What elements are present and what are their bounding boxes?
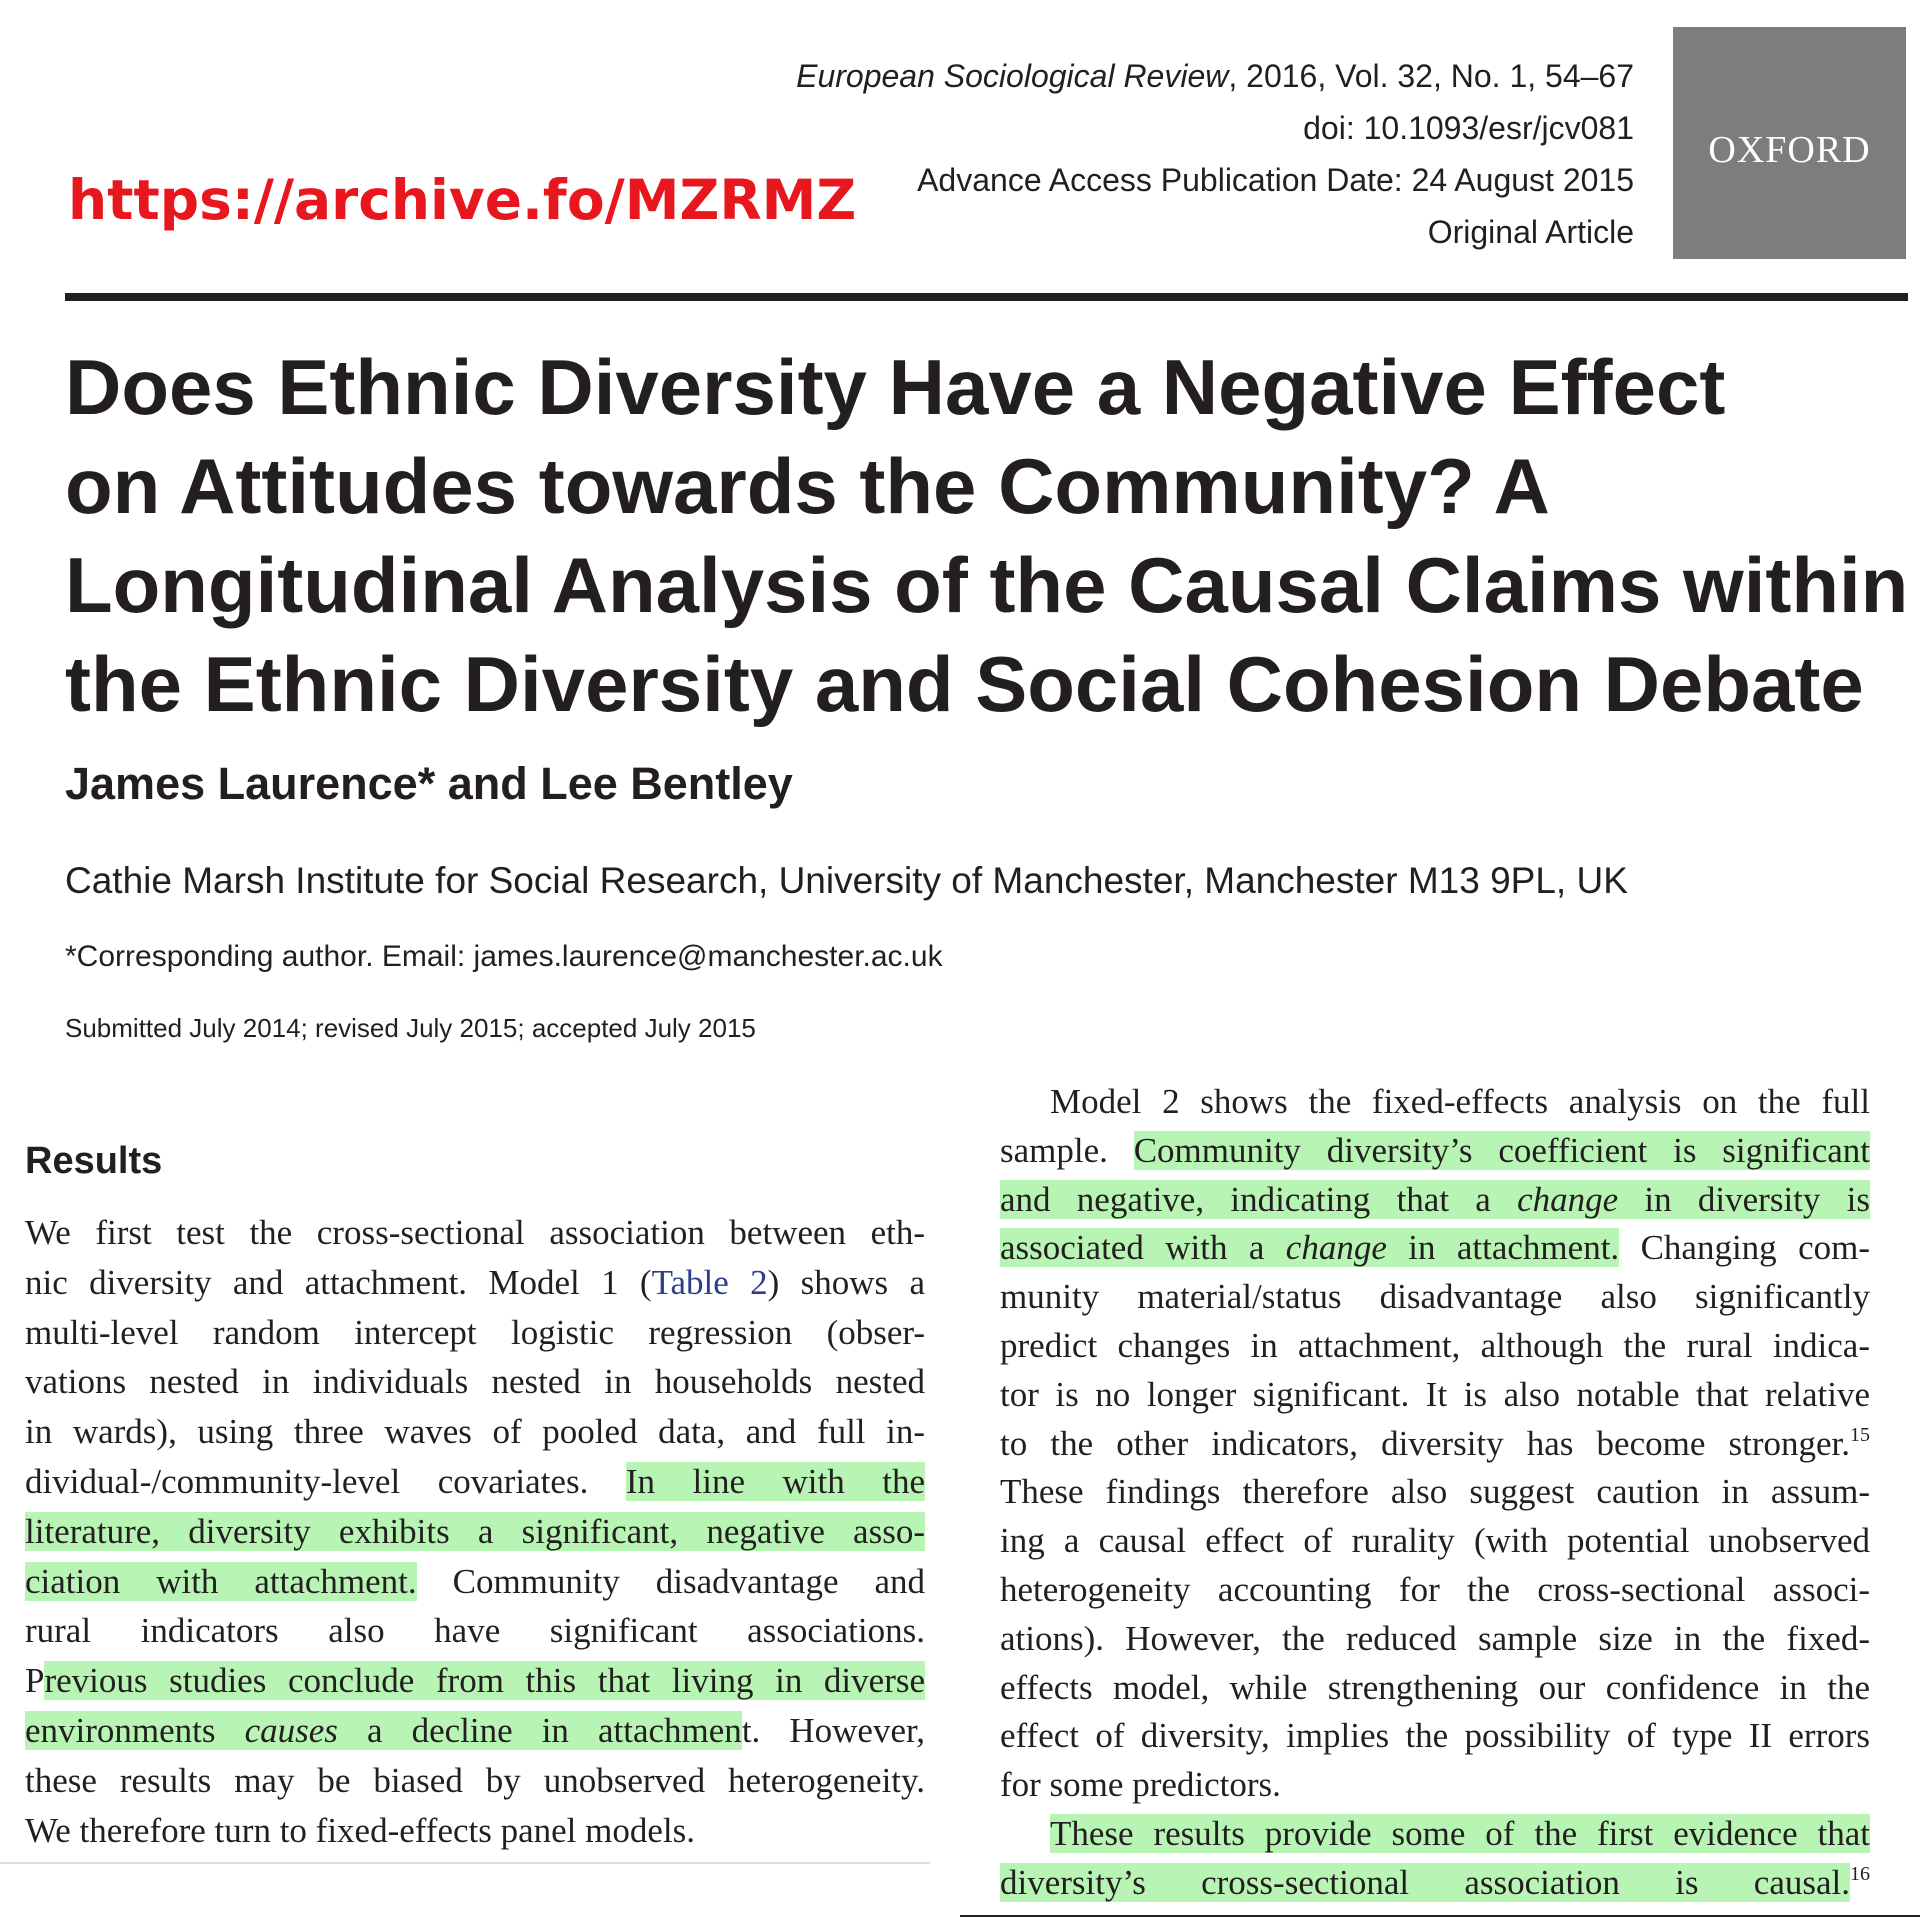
right-column-rule [960, 1915, 1920, 1917]
oxford-logo [1673, 27, 1906, 259]
article-title [65, 338, 1915, 734]
right-column-text [1000, 1078, 1870, 1908]
text-line [1000, 1810, 1870, 1859]
corresponding-author: *Corresponding author. Email: james.laurence@manchester.ac.uk [65, 940, 943, 973]
archive-url-overlay: https://archive.fo/MZRMZ [68, 168, 857, 232]
text-line: ing a causal effect of rurality (with potential unobserved [1000, 1521, 1870, 1561]
authors: James Laurence* and Lee Bentley [65, 758, 793, 809]
text-line: rural indicators also have significant associations. [25, 1611, 925, 1651]
text-line [1000, 1859, 1870, 1908]
text-line: effects model, while strengthening our confidence in the [1000, 1667, 1870, 1707]
text-line: these results may be biased by unobserved heterogeneity. [25, 1760, 925, 1800]
journal-meta [734, 50, 1634, 258]
article-type: Original Article [1427, 214, 1634, 250]
highlighted-text: In line with the [625, 1461, 926, 1501]
title-line: on Attitudes towards the Community? A [65, 442, 1550, 530]
footnote-ref-15[interactable]: 15 [1850, 1423, 1870, 1446]
text-line [25, 1507, 925, 1557]
text-line: for some predictors. [1000, 1765, 1281, 1805]
text-line: multi-level random intercept logistic regression (obser- [25, 1312, 925, 1352]
text-line: dividual-/community-level covariates. In line with the [25, 1461, 926, 1501]
title-line: the Ethnic Diversity and Social Cohesion Debate [65, 640, 1864, 728]
doi: doi: 10.1093/esr/jcv081 [1303, 110, 1634, 146]
highlighted-text: diversity’s cross-sectional association is causal. [1000, 1862, 1850, 1902]
text-line: to the other indicators, diversity has become stronger.$^{15}$ [1000, 1423, 1870, 1463]
text-line: sample. Community diversity’s coefficient is significant [1000, 1130, 1870, 1170]
text-line: Previous studies conclude from this that living in diverse [25, 1661, 925, 1701]
text-line: munity material/status disadvantage also significantly [1000, 1277, 1870, 1317]
header-rule [65, 293, 1908, 301]
affiliation: Cathie Marsh Institute for Social Research, University of Manchester, Manchester M13 9PL, UK [65, 860, 1628, 901]
highlighted-text: associated with a change in attachment. [1000, 1228, 1620, 1268]
text-line: nic diversity and attachment. Model 1 (Table 2) shows a [25, 1262, 925, 1302]
journal-name: European Sociological Review [796, 58, 1229, 94]
highlighted-text: These results provide some of the first evidence that [1050, 1813, 1870, 1853]
highlighted-text: literature, diversity exhibits a significant, negative asso- [25, 1511, 925, 1551]
text-line: predict changes in attachment, although the rural indica- [1000, 1325, 1870, 1365]
oxford-logo-text: OXFORD [1708, 129, 1871, 171]
text-line: effect of diversity, implies the possibility of type II errors [1000, 1716, 1870, 1756]
title-line: Does Ethnic Diversity Have a Negative Effect [65, 343, 1726, 431]
highlighted-text: Community diversity’s coefficient is significant [1133, 1130, 1870, 1170]
journal-issue: , 2016, Vol. 32, No. 1, 54–67 [1228, 58, 1634, 94]
footnote-ref-16[interactable]: 16 [1850, 1862, 1870, 1885]
advance-access-date: Advance Access Publication Date: 24 August 2015 [917, 162, 1634, 198]
results-heading: Results [25, 1140, 163, 1182]
left-column-rule [0, 1862, 930, 1864]
submission-dates: Submitted July 2014; revised July 2015; accepted July 2015 [65, 1013, 756, 1043]
left-column-text [25, 1208, 925, 1855]
text-line: We therefore turn to fixed-effects panel models. [25, 1810, 696, 1850]
highlighted-text: environments causes a decline in attachmen [25, 1710, 742, 1750]
title-line: Longitudinal Analysis of the Causal Claims within [65, 541, 1909, 629]
text-line: We first test the cross-sectional association between eth- [25, 1213, 925, 1252]
highlighted-text: ciation with attachment. [25, 1561, 417, 1601]
journal-citation [734, 50, 1634, 102]
highlighted-text: revious studies conclude from this that living in diverse [44, 1661, 925, 1701]
highlighted-text: and negative, indicating that a change in diversity is [1000, 1179, 1870, 1219]
text-line: vations nested in individuals nested in households nested [25, 1362, 925, 1402]
text-line: associated with a change in attachment. Changing com- [1000, 1228, 1870, 1268]
text-line: tor is no longer significant. It is also notable that relative [1000, 1374, 1870, 1414]
text-line: Model 2 shows the fixed-effects analysis on the full [1050, 1082, 1870, 1121]
text-line: ations). However, the reduced sample size in the fixed- [1000, 1618, 1870, 1658]
text-line [1000, 1176, 1870, 1225]
text-line: heterogeneity accounting for the cross-sectional associ- [1000, 1569, 1870, 1609]
table-2-link[interactable]: Table 2 [651, 1262, 768, 1302]
text-line: ciation with attachment. Community disadvantage and [25, 1561, 925, 1601]
text-line: environments causes a decline in attachment. However, [25, 1710, 925, 1750]
text-line: in wards), using three waves of pooled data, and full in- [25, 1412, 925, 1452]
text-line: These findings therefore also suggest caution in assum- [1000, 1472, 1870, 1512]
